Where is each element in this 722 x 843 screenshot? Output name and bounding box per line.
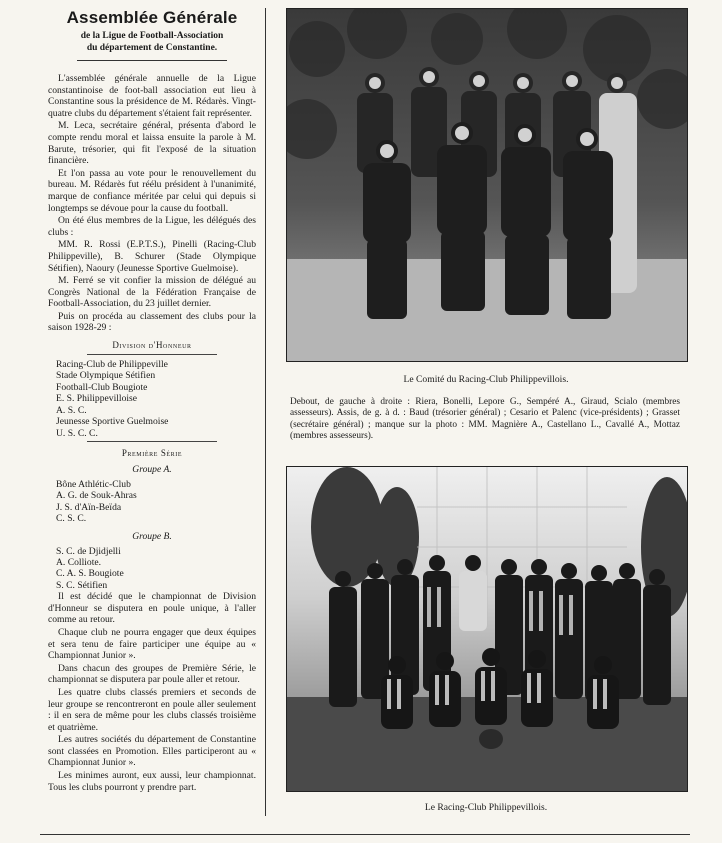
subtitle-line: du département de Constantine. — [86, 43, 218, 53]
paragraph: Chaque club ne pourra engager que deux équipes et sera tenu de faire participer une équipe au « Championnat Junior ». — [48, 626, 256, 662]
club-item: Racing-Club de Philippeville — [56, 359, 168, 371]
premiere-serie-heading: Première Série — [121, 447, 183, 458]
club-item: A. S. C. — [56, 404, 87, 416]
article-title: Assemblée Générale — [66, 8, 238, 27]
paragraph: Il est décidé que le championnat de Division d'Honneur se disputera en poule unique, à l'aller comme au retour. — [48, 591, 256, 626]
club-item: A. G. de Souk-Ahras — [56, 490, 137, 502]
club-item: E. S. Philippevilloise — [56, 393, 138, 405]
club-item: A. Colliote. — [56, 556, 102, 568]
committee-photo — [286, 8, 688, 362]
paragraph: Les autres sociétés du département de Constantine sont classées en Promotion. Elles participeront au « Championnat Junior ». — [48, 734, 256, 769]
club-item: Football-Club Bougiote — [56, 381, 148, 393]
club-item: J. S. d'Aïn-Beïda — [56, 501, 122, 513]
title-divider — [77, 60, 227, 61]
committee-photo-description: Debout, de gauche à droite : Riera, Bonelli, Lepore G., Sempéré A., Giraud, Scialo (membres assesseurs). Assis, de g. à d. : Baud (trésorier général) ; Cesario et Palenc (vice-présidents) ; Grasset (secrétaire général) ; manque sur la photo : MM. Magnière A., Castellano L., Cavallé A., Mottaz (membres assesseurs). — [290, 397, 680, 442]
groupe-b-list — [56, 546, 256, 592]
club-item: S. C. de Djidjelli — [56, 545, 121, 557]
paragraph: M. Ferré se vit confier la mission de délégué au Congrès National de la Fédération Française de Football-Association, du 23 juillet dernier. — [48, 275, 256, 310]
club-item: S. C. Sétifien — [56, 579, 108, 591]
club-item: Stade Olympique Sétifien — [56, 370, 156, 382]
subtitle-line: de la Ligue de Football-Association — [80, 31, 224, 41]
committee-photo-caption: Le Comité du Racing-Club Philippevillois. — [403, 374, 569, 385]
team-photo-caption: Le Racing-Club Philippevillois. — [424, 802, 548, 813]
paragraph: Et l'on passa au vote pour le renouvellement du bureau. M. Rédarès fut réélu président à l'unanimité, marque de confiance méritée par celui qui depuis si longtemps se dévoue pour la cause du football. — [48, 167, 256, 214]
paragraph: Les minimes auront, eux aussi, leur championnat. Tous les clubs pourront y prendre part. — [48, 770, 256, 793]
division-honneur-heading: Division d'Honneur — [112, 340, 192, 351]
club-item: Jeunesse Sportive Guelmoise — [56, 416, 169, 428]
article-subtitle — [48, 30, 256, 54]
club-item: C. S. C. — [56, 513, 87, 525]
team-photo — [286, 466, 688, 792]
article-column — [48, 6, 256, 793]
groupe-b-heading: Groupe B. — [132, 530, 172, 542]
team-photo-image — [287, 467, 687, 791]
paragraph: On été élus membres de la Ligue, les délégués des clubs : — [48, 215, 256, 238]
groupe-a-heading: Groupe A. — [132, 463, 172, 475]
paragraph: Dans chacun des groupes de Première Série, le championnat se disputera par poule aller et retour. — [48, 662, 256, 686]
paragraph: Les quatre clubs classés premiers et seconds de leur groupe se rencontreront en poule aller seulement : il en sera de même pour les clubs classés troisième et quatrième. — [48, 686, 256, 733]
groupe-a-list — [56, 479, 256, 525]
column-rule — [265, 8, 266, 816]
division-honneur-list — [56, 359, 256, 439]
club-item: Bône Athlétic-Club — [56, 478, 131, 490]
paragraph: L'assemblée générale annuelle de la Ligue constantinoise de foot-ball association eut lieu à Constantine sous la présidence de M. Rédarès. Vingt-quatre clubs du département s'étaient fait représenter. — [48, 73, 256, 119]
page-bottom-rule — [40, 834, 690, 835]
club-item: C. A. S. Bougiote — [56, 568, 124, 580]
club-item: U. S. C. C. — [56, 427, 98, 439]
paragraph: M. Leca, secrétaire général, présenta d'abord le compte rendu moral et laissa ensuite la parole à M. Barute, trésorier, qui fit l'exposé de la situation financière. — [48, 120, 256, 167]
section-divider — [87, 354, 217, 355]
paragraph: Puis on procéda au classement des clubs pour la saison 1928-29 : — [48, 310, 256, 334]
section-divider — [87, 441, 217, 442]
paragraph: MM. R. Rossi (E.P.T.S.), Pinelli (Racing-Club Philippeville), B. Schurer (Stade Olympique Sétifien), Naoury (Jeunesse Sportive Guelmoise). — [48, 239, 256, 274]
committee-photo-image — [287, 9, 687, 361]
